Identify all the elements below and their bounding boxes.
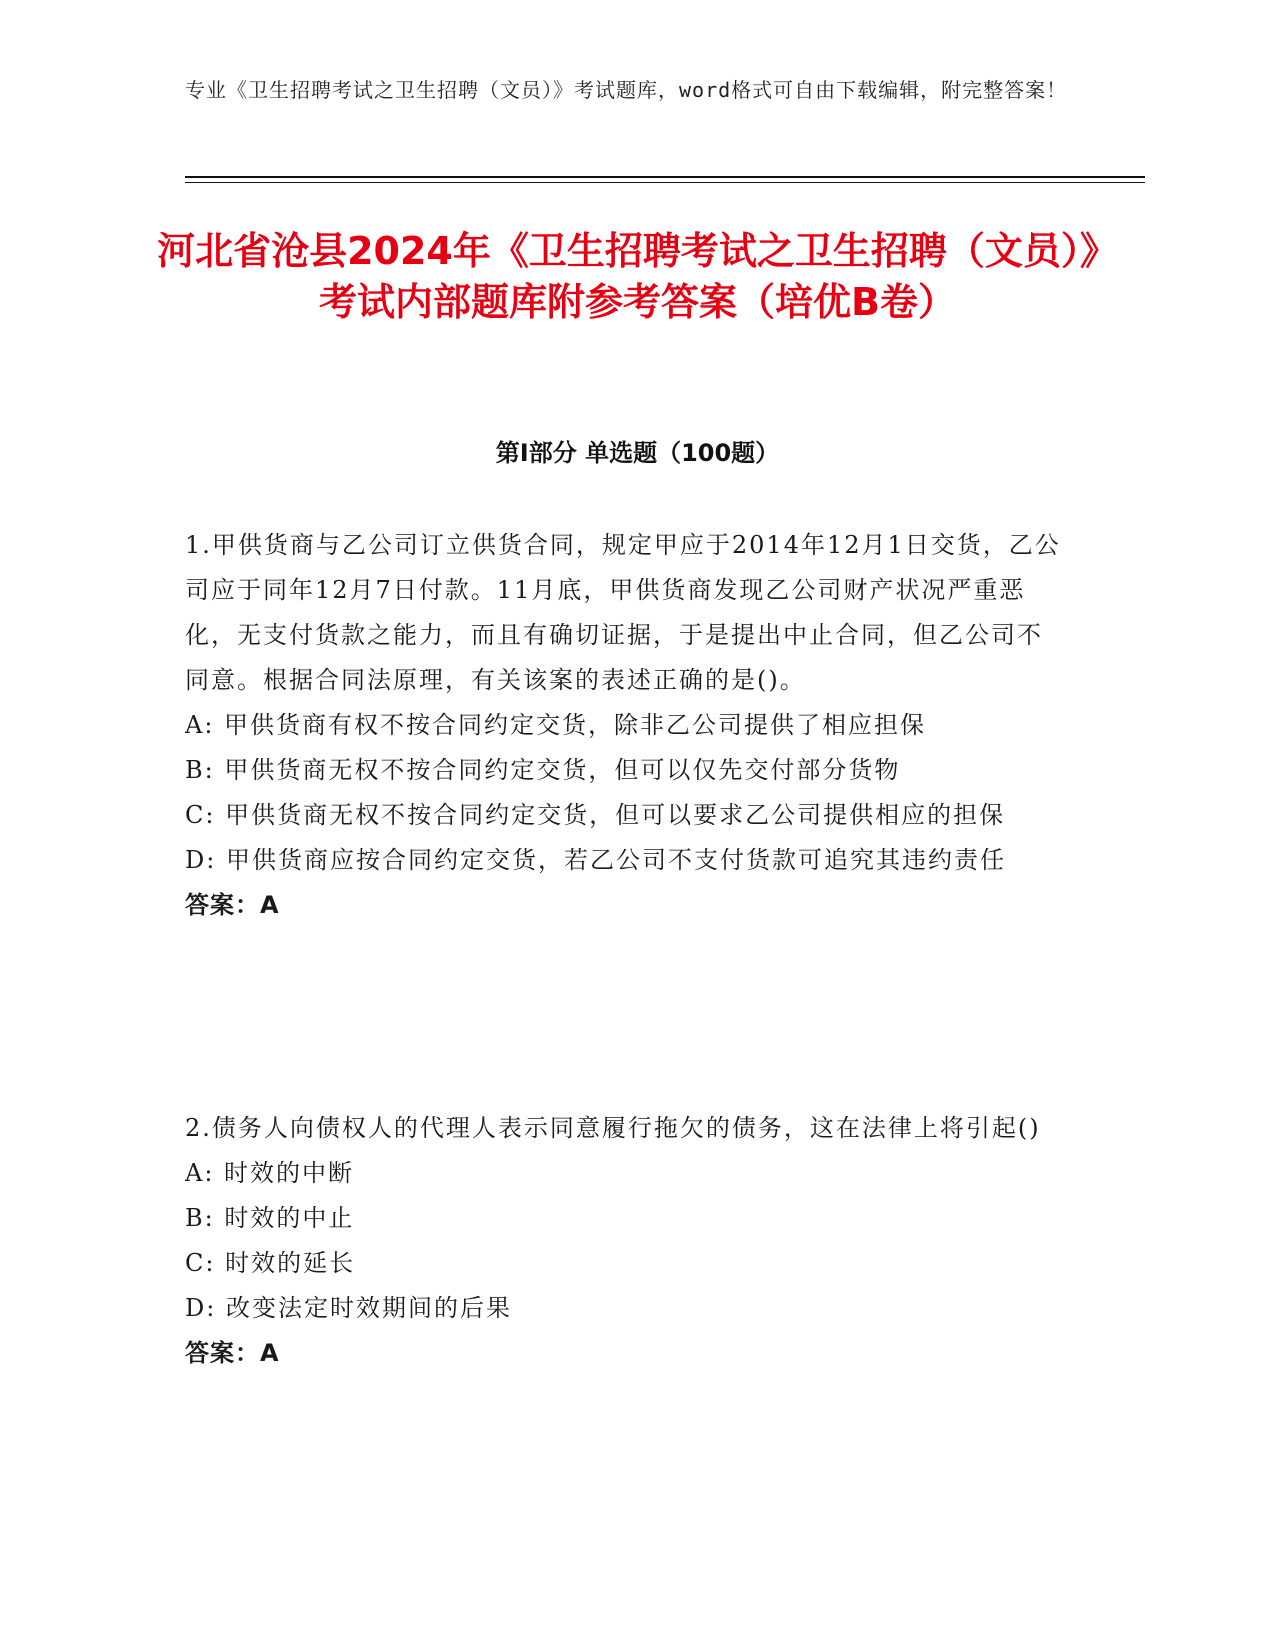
document-title: 河北省沧县2024年《卫生招聘考试之卫生招聘（文员）》考试内部题库附参考答案（培优B卷） <box>157 229 1118 324</box>
option-d: D: 改变法定时效期间的后果 <box>185 1294 512 1322</box>
answer: 答案：A <box>185 891 280 919</box>
header-divider-thick <box>185 176 1145 178</box>
option-b: B: 甲供货商无权不按合同约定交货，但可以仅先交付部分货物 <box>185 756 901 784</box>
section-heading: 第Ⅰ部分 单选题（100题） <box>495 439 780 467</box>
question-stem: 1.甲供货商与乙公司订立供货合同，规定甲应于2014年12月1日交货，乙公司应于同年12月7日付款。11月底，甲供货商发现乙公司财产状况严重恶化，无支付货款之能力，而且有确切证据，于是提出中止合同，但乙公司不同意。根据合同法原理，有关该案的表述正确的是()。 <box>185 531 1061 694</box>
question-2 <box>185 1106 1065 1376</box>
option-c: C: 时效的延长 <box>185 1249 356 1277</box>
question-1 <box>185 523 1065 928</box>
option-b: B: 时效的中止 <box>185 1204 355 1232</box>
option-a: A: 时效的中断 <box>185 1159 355 1187</box>
header-divider-thin <box>185 182 1145 183</box>
answer: 答案：A <box>185 1339 280 1367</box>
header-note: 专业《卫生招聘考试之卫生招聘（文员）》考试题库，word格式可自由下载编辑，附完整答案！ <box>185 78 1068 102</box>
option-d: D: 甲供货商应按合同约定交货，若乙公司不支付货款可追究其违约责任 <box>185 846 1006 874</box>
question-stem: 2.债务人向债权人的代理人表示同意履行拖欠的债务，这在法律上将引起() <box>185 1114 1041 1142</box>
option-c: C: 甲供货商无权不按合同约定交货，但可以要求乙公司提供相应的担保 <box>185 801 1006 829</box>
option-a: A: 甲供货商有权不按合同约定交货，除非乙公司提供了相应担保 <box>185 711 927 739</box>
